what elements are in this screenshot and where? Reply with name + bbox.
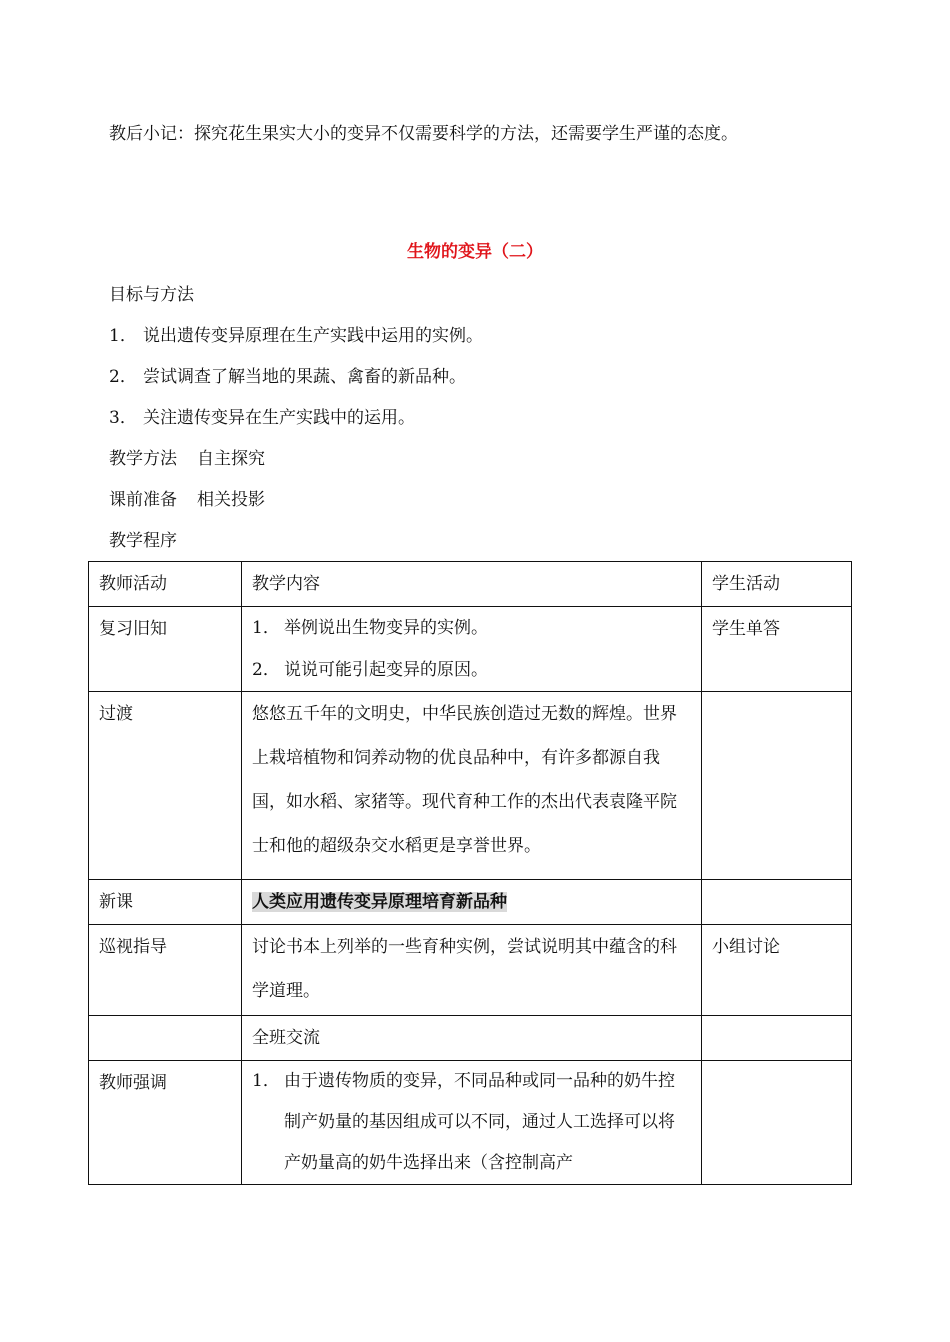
- section-heading: 人类应用遗传变异原理培育新品种: [252, 892, 507, 912]
- table-header-row: [89, 562, 852, 607]
- goal-item: 3． 关注遗传变异在生产实践中的运用。: [109, 408, 415, 428]
- student-activity-cell: [702, 880, 852, 925]
- table-row: [89, 1061, 852, 1185]
- list-item: 2． 说说可能引起变异的原因。: [252, 660, 488, 680]
- student-activity-cell: [702, 692, 852, 880]
- table-row: [89, 1016, 852, 1061]
- procedure-table: [88, 561, 852, 1185]
- teacher-activity-cell: 新课: [89, 880, 242, 925]
- goal-item: 1． 说出遗传变异原理在生产实践中运用的实例。: [109, 326, 483, 346]
- content-cell: [242, 607, 702, 692]
- student-activity-cell: 小组讨论: [702, 925, 852, 1016]
- post-lesson-note: 教后小记：探究花生果实大小的变异不仅需要科学的方法，还需要学生严谨的态度。: [109, 124, 738, 144]
- teacher-activity-cell: 过渡: [89, 692, 242, 880]
- header-teacher-activity: 教师活动: [89, 562, 242, 607]
- goal-item: 2． 尝试调查了解当地的果蔬、禽畜的新品种。: [109, 367, 466, 387]
- student-activity-cell: 学生单答: [702, 607, 852, 692]
- content-cell: [242, 1061, 702, 1185]
- content-cell: 讨论书本上列举的一些育种实例，尝试说明其中蕴含的科学道理。: [242, 925, 702, 1016]
- header-student-activity: 学生活动: [702, 562, 852, 607]
- lesson-title: 生物的变异（二）: [407, 242, 543, 262]
- student-activity-cell: [702, 1061, 852, 1185]
- list-item: 1． 举例说出生物变异的实例。: [252, 618, 488, 638]
- table-row: [89, 607, 852, 692]
- teacher-activity-cell: 教师强调: [89, 1061, 242, 1185]
- teacher-activity-cell: 巡视指导: [89, 925, 242, 1016]
- teacher-activity-cell: [89, 1016, 242, 1061]
- content-cell: 全班交流: [242, 1016, 702, 1061]
- list-item: 1． 由于遗传物质的变异，不同品种或同一品种的奶牛控制产奶量的基因组成可以不同，通过人工选择可以将产奶量高的奶牛选择出来（含控制高产: [252, 1071, 675, 1173]
- lesson-preparation: 课前准备 相关投影: [109, 490, 265, 510]
- content-cell: 悠悠五千年的文明史，中华民族创造过无数的辉煌。世界上栽培植物和饲养动物的优良品种中，有许多都源自我国，如水稻、家猪等。现代育种工作的杰出代表袁隆平院士和他的超级杂交水稻更是享誉世界。: [242, 692, 702, 880]
- table-row: [89, 925, 852, 1016]
- table-row: [89, 692, 852, 880]
- teaching-method: 教学方法 自主探究: [109, 449, 265, 469]
- student-activity-cell: [702, 1016, 852, 1061]
- content-cell: [242, 880, 702, 925]
- teacher-activity-cell: 复习旧知: [89, 607, 242, 692]
- table-row: [89, 880, 852, 925]
- procedure-heading: 教学程序: [109, 531, 177, 551]
- header-teaching-content: 教学内容: [242, 562, 702, 607]
- goals-heading: 目标与方法: [109, 285, 194, 305]
